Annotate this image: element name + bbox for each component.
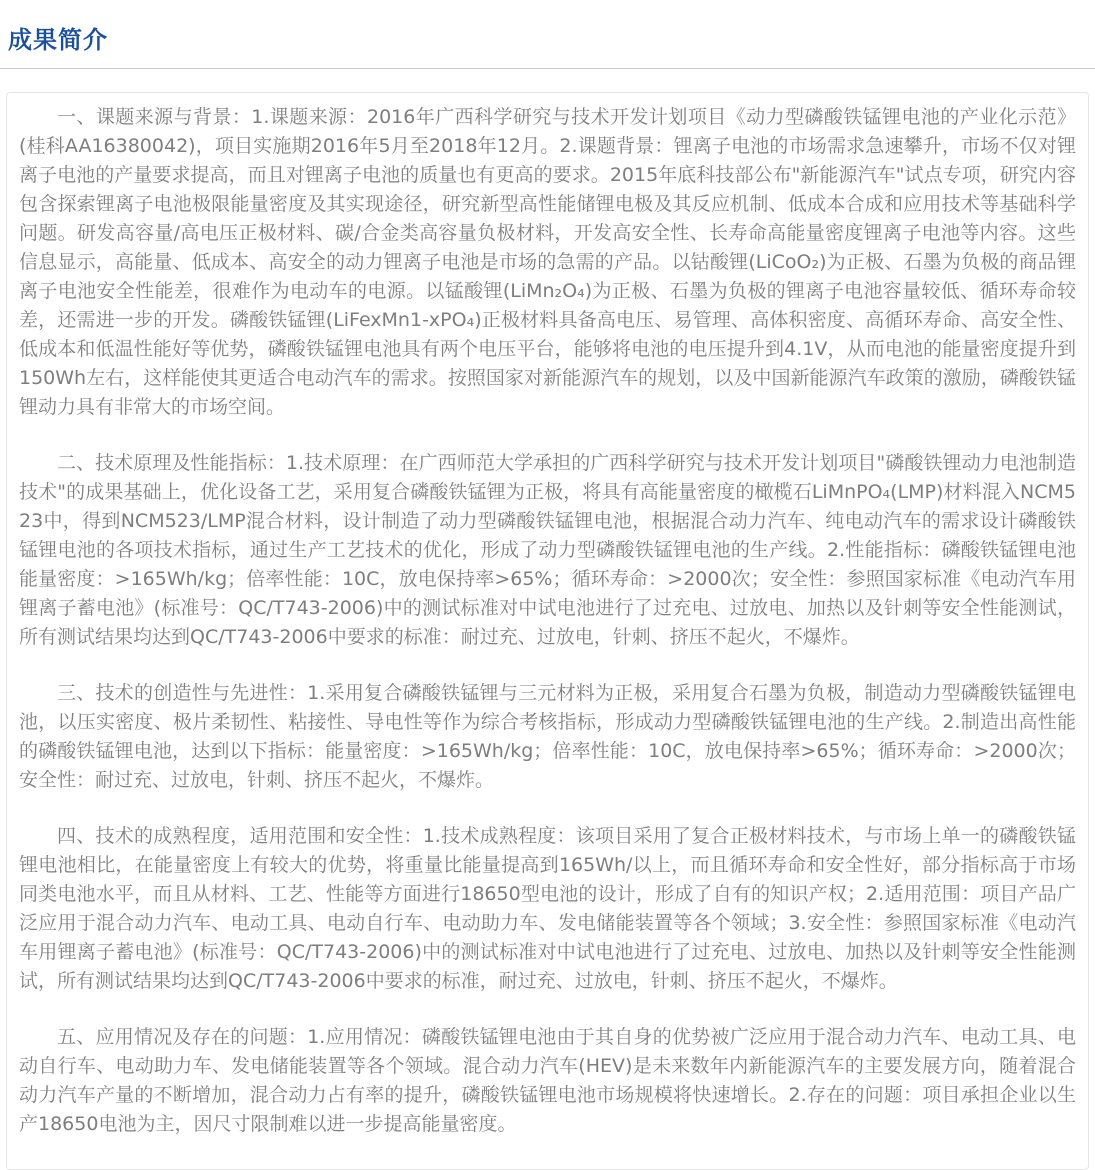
summary-paragraph-technical-principle-indicators: 二、技术原理及性能指标：1.技术原理：在广西师范大学承担的广西科学研究与技术开发计划项目"磷酸铁锂动力电池制造技术"的成果基础上，优化设备工艺，采用复合磷酸铁锰锂为正极，将具有高能量密度的橄榄石LiMnPO₄(LMP)材料混入NCM523中，得到NCM523/LMP混合材料，设计制造了动力型磷酸铁锰锂电池，根据混合动力汽车、纯电动汽车的需求设计磷酸铁锰锂电池的各项技术指标，通过生产工艺技术的优化，形成了动力型磷酸铁锰锂电池的生产线。2.性能指标：磷酸铁锰锂电池能量密度：>165Wh/kg；倍率性能：10C，放电保持率>65%；循环寿命：>2000次；安全性：参照国家标准《电动汽车用锂离子蓄电池》(标准号：QC/T743-2006)中的测试标准对中试电池进行了过充电、过放电、加热以及针刺等安全性能测试，所有测试结果均达到QC/T743-2006中要求的标准：耐过充、过放电，针刺、挤压不起火，不爆炸。 [19, 452, 1076, 648]
title-divider [0, 68, 1095, 69]
summary-paragraph-topic-source-background: 一、课题来源与背景：1.课题来源：2016年广西科学研究与技术开发计划项目《动力型磷酸铁锰锂电池的产业化示范》(桂科AA16380042)，项目实施期2016年5月至2018年12月。2.课题背景：锂离子电池的市场需求急速攀升，市场不仅对锂离子电池的产量要求提高，而且对锂离子电池的质量也有更高的要求。2015年底科技部公布"新能源汽车"试点专项，研究内容包含探索锂离子电池极限能量密度及其实现途径，研究新型高性能储锂电极及其反应机制、低成本合成和应用技术等基础科学问题。研发高容量/高电压正极材料、碳/合金类高容量负极材料，开发高安全性、长寿命高能量密度锂离子电池等内容。这些信息显示，高能量、低成本、高安全的动力锂离子电池是市场的急需的产品。以钴酸锂(LiCoO₂)为正极、石墨为负极的商品锂离子电池安全性能差，很难作为电动车的电源。以锰酸锂(LiMn₂O₄)为正极、石墨为负极的锂离子电池容量较低、循环寿命较差，还需进一步的开发。磷酸铁锰锂(LiFexMn1-xPO₄)正极材料具备高电压、易管理、高体积密度、高循环寿命、高安全性、低成本和低温性能好等优势，磷酸铁锰锂电池具有两个电压平台，能够将电池的电压提升到4.1V，从而电池的能量密度提升到150Wh左右，这样能使其更适合电动汽车的需求。按照国家对新能源汽车的规划，以及中国新能源汽车政策的激励，磷酸铁锰锂动力具有非常大的市场空间。 [19, 106, 1076, 418]
summary-paragraph-maturity-scope-safety: 四、技术的成熟程度，适用范围和安全性：1.技术成熟程度：该项目采用了复合正极材料技术，与市场上单一的磷酸铁锰锂电池相比，在能量密度上有较大的优势，将重量比能量提高到165Wh/以上，而且循环寿命和安全性好，部分指标高于市场同类电池水平，而且从材料、工艺、性能等方面进行18650型电池的设计，形成了自有的知识产权；2.适用范围：项目产品广泛应用于混合动力汽车、电动工具、电动自行车、电动助力车、发电储能装置等各个领域；3.安全性：参照国家标准《电动汽车用锂离子蓄电池》(标准号：QC/T743-2006)中的测试标准对中试电池进行了过充电、过放电、加热以及针刺等安全性能测试，所有测试结果均达到QC/T743-2006中要求的标准，耐过充、过放电，针刺、挤压不起火，不爆炸。 [19, 825, 1076, 992]
page-title: 成果简介 [8, 26, 108, 54]
summary-paragraph-application-problems: 五、应用情况及存在的问题：1.应用情况：磷酸铁锰锂电池由于其自身的优势被广泛应用于混合动力汽车、电动工具、电动自行车、电动助力车、发电储能装置等各个领域。混合动力汽车(HEV)是未来数年内新能源汽车的主要发展方向，随着混合动力汽车产量的不断增加，混合动力占有率的提升，磷酸铁锰锂电池市场规模将快速增长。2.存在的问题：项目承担企业以生产18650电池为主，因尺寸限制难以进一步提高能量密度。 [19, 1026, 1076, 1135]
summary-paragraph-creativity-advancement: 三、技术的创造性与先进性：1.采用复合磷酸铁锰锂与三元材料为正极，采用复合石墨为负极，制造动力型磷酸铁锰锂电池，以压实密度、极片柔韧性、粘接性、导电性等作为综合考核指标，形成动力型磷酸铁锰锂电池的生产线。2.制造出高性能的磷酸铁锰锂电池，达到以下指标：能量密度：>165Wh/kg；倍率性能：10C，放电保持率>65%；循环寿命：>2000次；安全性：耐过充、过放电，针刺、挤压不起火，不爆炸。 [19, 682, 1076, 791]
content-panel [6, 92, 1089, 1170]
